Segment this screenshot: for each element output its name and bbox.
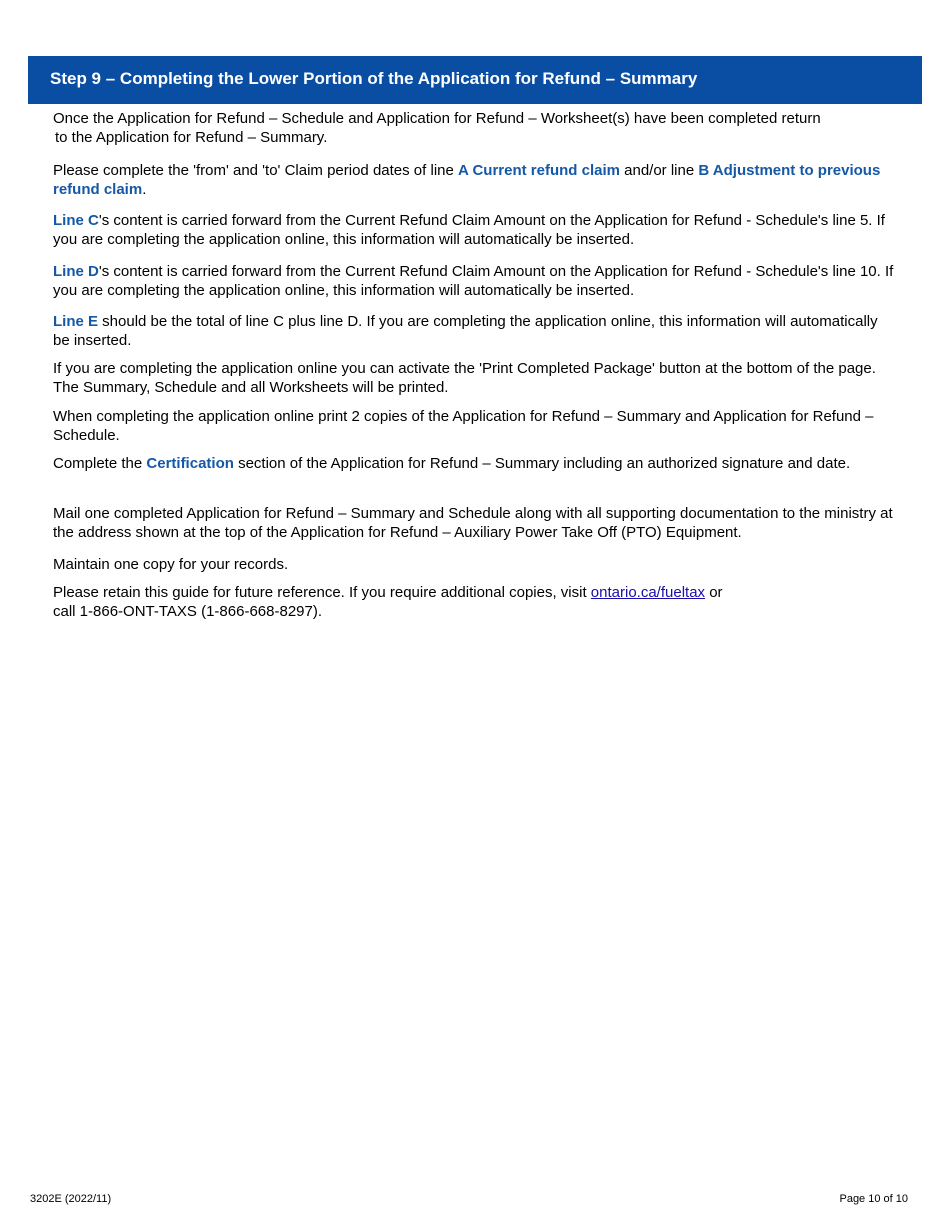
line-c-label: Line C	[53, 212, 99, 229]
paragraph-certification	[53, 454, 898, 473]
contact-text-pre: Please retain this guide for future reference. If you require additional copies, visit	[53, 584, 591, 601]
claim-period-text-post: .	[142, 181, 147, 198]
form-identifier: 3202E (2022/11)	[30, 1193, 112, 1205]
claim-period-text-mid: and/or line	[619, 162, 699, 179]
line-d-text: 's content is carried forward from the Current Refund Claim Amount on the Application for Refund - Schedule's line 10. If you are completing the application online, this information will automatically be inserted.	[53, 263, 894, 299]
line-e-text: should be the total of line C plus line D. If you are completing the application online, this information will automatically be inserted.	[53, 313, 878, 349]
paragraph-print-package: If you are completing the application online you can activate the 'Print Completed Package' button at the bottom of the page. The Summary, Schedule and all Worksheets will be printed.	[53, 360, 876, 396]
paragraph-records: Maintain one copy for your records.	[53, 556, 289, 573]
paragraph-contact	[53, 583, 898, 621]
paragraph-mail: Mail one completed Application for Refund – Summary and Schedule along with all supporting documentation to the ministry at the address shown at the top of the Application for Refund – Auxiliary Power Take Off (PTO) Equipment.	[53, 505, 893, 541]
contact-phone-line: call 1-866-ONT-TAXS (1-866-668-8297).	[53, 603, 323, 620]
section-title: Step 9 – Completing the Lower Portion of the Application for Refund – Summary	[50, 69, 698, 88]
paragraph-intro	[53, 109, 898, 147]
paragraph-line-d	[53, 262, 898, 300]
certification-text-post: section of the Application for Refund – Summary including an authorized signature and date.	[233, 455, 851, 472]
intro-line-2: to the Application for Refund – Summary.	[55, 129, 328, 146]
line-b-label: B Adjustment to previous refund claim	[53, 162, 881, 198]
intro-line-1: Once the Application for Refund – Schedule and Application for Refund – Worksheet(s) have been completed return	[53, 110, 821, 127]
contact-text-post: or	[705, 584, 723, 601]
paragraph-print-copies: When completing the application online print 2 copies of the Application for Refund – Summary and Application for Refund – Schedule.	[53, 408, 874, 444]
line-e-label: Line E	[53, 313, 99, 330]
paragraph-line-e	[53, 312, 898, 350]
certification-text-pre: Complete the	[53, 455, 147, 472]
line-d-label: Line D	[53, 263, 99, 280]
paragraph-claim-period	[53, 161, 898, 199]
line-c-text: 's content is carried forward from the Current Refund Claim Amount on the Application for Refund - Schedule's line 5. If you are completing the application online, this information will automatically be inserted.	[53, 212, 885, 248]
section-header-banner	[28, 56, 922, 104]
fueltax-link[interactable]: ontario.ca/fueltax	[590, 584, 706, 601]
claim-period-text-pre: Please complete the 'from' and 'to' Claim period dates of line	[53, 162, 458, 179]
paragraph-line-c	[53, 211, 898, 249]
certification-label: Certification	[146, 455, 234, 472]
page-number: Page 10 of 10	[839, 1193, 908, 1205]
line-a-label: A Current refund claim	[458, 162, 620, 179]
